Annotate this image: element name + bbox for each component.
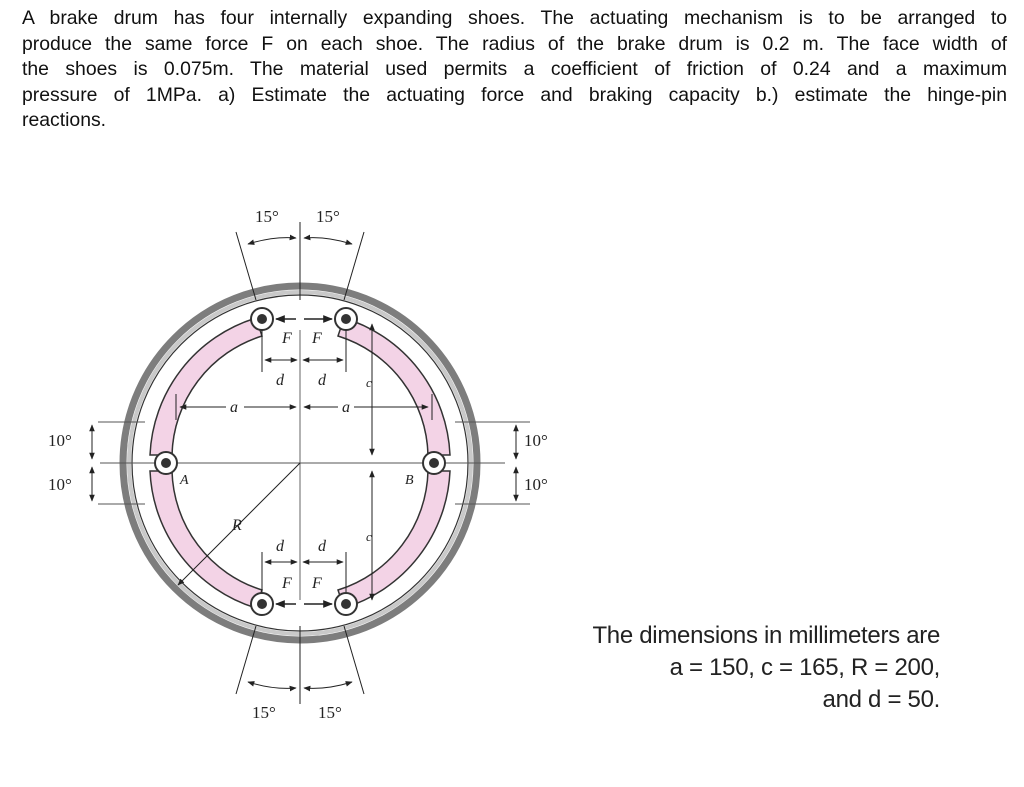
- force-label-1: F: [282, 330, 292, 347]
- c-label-1: c: [366, 375, 372, 390]
- shoe-lower-left: [150, 471, 262, 608]
- c-label-2: c: [366, 529, 372, 544]
- dimensions-note: [560, 620, 940, 716]
- problem-line-3: the shoes is 0.075m. The material used permits a coefficient of friction of 0.24 and a maximum: [22, 58, 1007, 81]
- pin-right-B: [423, 452, 445, 474]
- angle-label-top-right: 15°: [316, 207, 340, 226]
- force-arrows: [276, 319, 332, 604]
- shoe-upper-right: [338, 318, 450, 455]
- problem-line-1: A brake drum has four internally expanding shoes. The actuating mechanism is to be arranged to: [22, 7, 1007, 29]
- force-label-3: F: [282, 575, 292, 592]
- d-label-3: d: [276, 538, 284, 555]
- force-label-4: F: [312, 575, 322, 592]
- radius-label: R: [232, 517, 242, 534]
- d-label-2: d: [318, 372, 326, 389]
- dimensions-line-2: a = 150, c = 165, R = 200,: [669, 654, 940, 681]
- pin-left-A: [155, 452, 177, 474]
- a-label-1: a: [230, 399, 238, 416]
- pin-lower-right: [335, 593, 357, 615]
- angle-label-right-upper: 10°: [524, 431, 548, 450]
- d-label-4: d: [318, 538, 326, 555]
- angle-label-left-lower: 10°: [48, 475, 72, 494]
- angle-label-bottom-right: 15°: [318, 703, 342, 722]
- pin-label-B: B: [405, 473, 414, 488]
- angle-label-bottom-left: 15°: [252, 703, 276, 722]
- shoe-upper-left: [150, 318, 262, 455]
- dimensions-line-3: and d = 50.: [822, 686, 940, 713]
- angle-label-right-lower: 10°: [524, 475, 548, 494]
- force-label-2: F: [312, 330, 322, 347]
- d-label-1: d: [276, 372, 284, 389]
- a-label-2: a: [342, 399, 350, 416]
- angle-label-top-left: 15°: [255, 207, 279, 226]
- angle-label-left-upper: 10°: [48, 431, 72, 450]
- problem-line-5: reactions.: [22, 109, 107, 132]
- shoe-lower-right: [338, 471, 450, 608]
- pin-upper-right: [335, 308, 357, 330]
- problem-line-2: produce the same force F on each shoe. The radius of the brake drum is 0.2 m. The face width of: [22, 32, 1007, 55]
- pin-label-A: A: [180, 473, 189, 488]
- pin-lower-left: [251, 593, 273, 615]
- problem-line-4: pressure of 1MPa. a) Estimate the actuating force and braking capacity b.) estimate the hinge-pin: [22, 83, 1007, 106]
- pin-upper-left: [251, 308, 273, 330]
- dimensions-line-1: The dimensions in millimeters are: [592, 622, 940, 649]
